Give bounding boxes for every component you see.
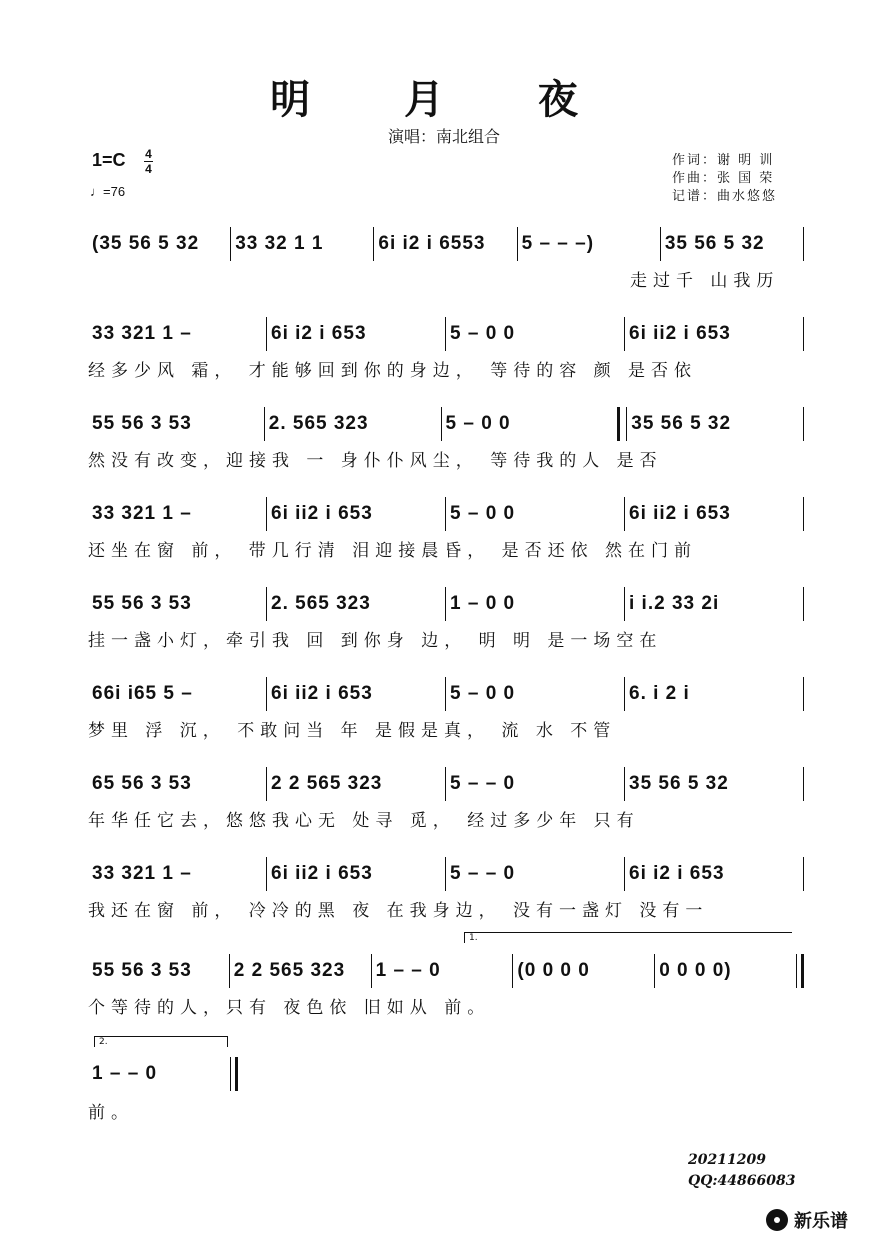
qq-number: QQ:44866083	[688, 1173, 796, 1189]
measure: 6i ii2 i 653	[629, 323, 731, 344]
notation-row	[88, 588, 804, 620]
lyric-line: 挂一盏小灯，牵引我 回 到你身 边， 明 明 是一场空在	[88, 631, 663, 651]
ending-measure: 1 – – 0	[92, 1063, 158, 1084]
notation-row	[88, 858, 804, 890]
ending-row	[88, 1058, 238, 1090]
barline	[803, 677, 804, 711]
ending-lyric: 前。	[88, 1103, 134, 1123]
tempo-mark: ♩=76	[90, 184, 126, 199]
measure: 2 2 565 323	[233, 960, 346, 981]
lyric-line: 我还在窗 前， 冷冷的黑 夜 在我身边， 没有一盏灯 没有一	[88, 901, 709, 921]
composer: 作曲：张 国 荣	[672, 171, 775, 186]
lyric-line: 还坐在窗 前， 带几行清 泪迎接晨昏， 是否还依 然在门前	[88, 541, 698, 561]
barline	[803, 227, 804, 261]
volta-1: 1.	[464, 932, 792, 943]
key-signature: 1=C	[92, 150, 126, 170]
lyric-line: 个等待的人，只有 夜色依 旧如从 前。	[88, 998, 491, 1018]
measure: 6i i2 i 6553	[378, 233, 486, 254]
measure: 33 321 1 –	[92, 863, 192, 884]
notation-row	[88, 768, 804, 800]
barline	[803, 767, 804, 801]
quarter-note-icon: ♩	[90, 184, 103, 199]
transcriber: 记谱：曲水悠悠	[672, 189, 778, 204]
measure: 65 56 3 53	[92, 773, 192, 794]
notation-row	[88, 678, 804, 710]
site-logo: 新乐谱	[766, 1207, 848, 1233]
measure: 66i i65 5 –	[92, 683, 193, 704]
measure: 55 56 3 53	[92, 960, 192, 981]
measure: 6i ii2 i 653	[271, 683, 373, 704]
measure: 0 0 0 0)	[659, 960, 732, 981]
measure: 6i i2 i 653	[271, 323, 367, 344]
notation-row	[88, 318, 804, 350]
measure: 33 321 1 –	[92, 503, 192, 524]
measure: 6i i2 i 653	[629, 863, 725, 884]
measure: 5 – 0 0	[445, 413, 511, 434]
measure: 6. i 2 i	[629, 683, 690, 704]
measure: 1 – – 0	[375, 960, 441, 981]
measure: 35 56 5 32	[631, 413, 732, 434]
lyric-line: 走过千 山我历	[630, 271, 780, 291]
lyric-line: 然没有改变，迎接我 一 身仆仆风尘， 等待我的人 是否	[88, 451, 663, 471]
barline	[803, 587, 804, 621]
time-signature	[144, 148, 153, 175]
time-top: 4	[145, 147, 152, 161]
barline	[803, 317, 804, 351]
barline	[617, 407, 627, 441]
measure: 5 – 0 0	[450, 683, 516, 704]
barline	[803, 497, 804, 531]
measure: i i.2 33 2i	[629, 593, 720, 614]
notation-row	[88, 955, 804, 987]
measure: (0 0 0 0	[517, 960, 590, 981]
measure: 5 – – 0	[450, 773, 516, 794]
lyric-line: 经多少风 霜， 才能够回到你的身边， 等待的容 颜 是否依	[88, 361, 698, 381]
barline	[803, 857, 804, 891]
measure: 2 2 565 323	[271, 773, 383, 794]
measure: 33 321 1 –	[92, 323, 192, 344]
lyricist: 作词：谢 明 训	[672, 153, 775, 168]
notation-row	[88, 408, 804, 440]
final-barline	[230, 1057, 238, 1091]
notation-row	[88, 498, 804, 530]
measure: 33 32 1 1	[235, 233, 324, 254]
barline	[796, 954, 804, 988]
measure: 1 – 0 0	[450, 593, 516, 614]
time-bottom: 4	[145, 162, 152, 176]
measure: 5 – – 0	[450, 863, 516, 884]
measure: 6i ii2 i 653	[271, 503, 373, 524]
measure: 6i ii2 i 653	[629, 503, 731, 524]
measure: (35 56 5 32	[92, 233, 200, 254]
lyric-line: 梦里 浮 沉， 不敢问当 年 是假是真， 流 水 不管	[88, 721, 617, 741]
singer-line: 演唱：南北组合	[387, 127, 500, 146]
measure: 5 – 0 0	[450, 503, 516, 524]
measure: 6i ii2 i 653	[271, 863, 373, 884]
measure: 2. 565 323	[271, 593, 371, 614]
measure: 55 56 3 53	[92, 413, 192, 434]
credits	[672, 152, 777, 206]
measure: 2. 565 323	[268, 413, 369, 434]
measure: 35 56 5 32	[629, 773, 729, 794]
barline	[803, 407, 804, 441]
date-stamp: 20211209 QQ:44866083	[688, 1150, 796, 1192]
measure: 55 56 3 53	[92, 593, 192, 614]
measure: 35 56 5 32	[664, 233, 765, 254]
notation-row	[88, 228, 804, 260]
lyric-line: 年华任它去，悠悠我心无 处寻 觅， 经过多少年 只有	[88, 811, 640, 831]
measure: 5 – – –)	[521, 233, 595, 254]
song-title: 明 月 夜	[270, 76, 618, 123]
volta-2: 2.	[94, 1036, 228, 1047]
disc-icon	[766, 1209, 788, 1231]
measure: 5 – 0 0	[450, 323, 516, 344]
